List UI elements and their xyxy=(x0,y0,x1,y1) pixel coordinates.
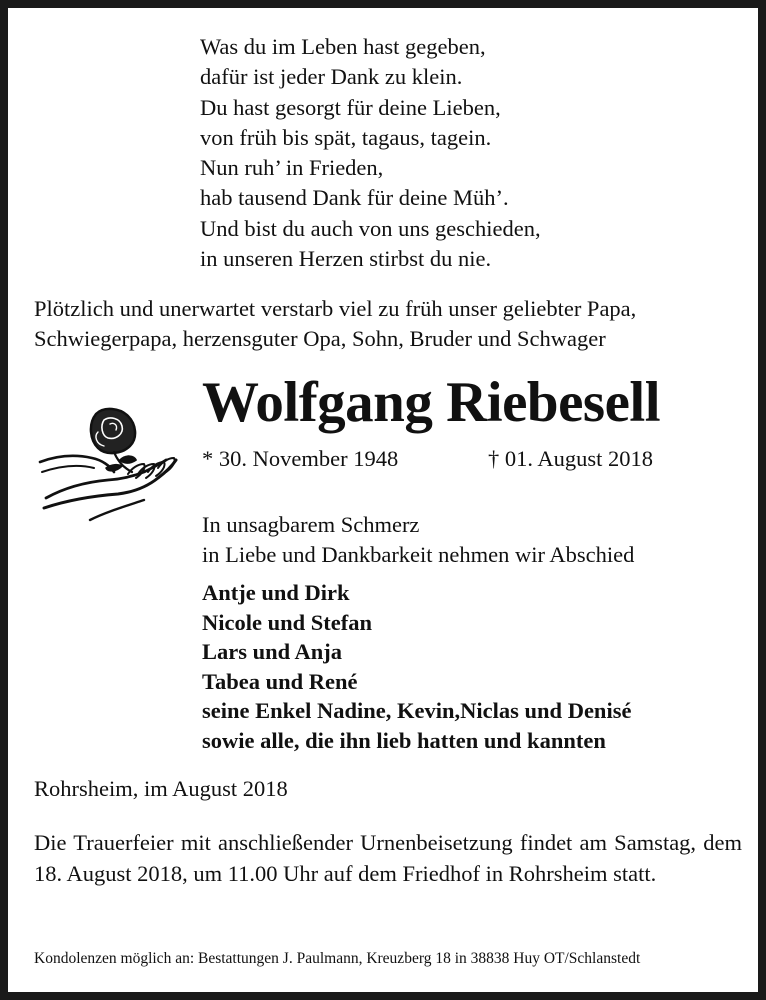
mourners-list xyxy=(202,578,631,755)
place-and-date: Rohrsheim, im August 2018 xyxy=(34,776,288,801)
mourner-entry: seine Enkel Nadine, Kevin,Niclas und Denisé xyxy=(202,698,632,723)
poem-line: Und bist du auch von uns geschieden, xyxy=(200,215,541,241)
rose-in-hands-icon xyxy=(34,402,184,526)
poem-line: in unseren Herzen stirbst du nie. xyxy=(200,246,492,272)
condolence-note: Kondolenzen möglich an: Bestattungen J. Paulmann, Kreuzberg 18 in 38838 Huy OT/Schlanstedt xyxy=(34,950,641,967)
intro-text xyxy=(34,294,636,355)
death-date: † 01. August 2018 xyxy=(488,446,654,471)
mourner-entry: Tabea und René xyxy=(202,668,358,694)
poem-line: dafür ist jeder Dank zu klein. xyxy=(200,64,463,90)
mourner-entry: Antje und Dirk xyxy=(202,580,350,605)
poem-line: hab tausend Dank für deine Müh’. xyxy=(200,185,509,211)
poem-line: Du hast gesorgt für deine Lieben, xyxy=(200,94,501,120)
intro-line: Plötzlich und unerwartet verstarb viel zu früh unser geliebter Papa, xyxy=(34,296,637,321)
memorial-poem xyxy=(200,32,541,274)
mourner-entry: sowie alle, die ihn lieb hatten und kannten xyxy=(202,727,606,753)
funeral-notice: Die Trauerfeier mit anschließender Urnenbeisetzung findet am Samstag, dem 18. August 2018, um 11.00 Uhr auf dem Friedhof in Rohrsheim statt. xyxy=(34,830,742,886)
life-dates xyxy=(202,444,654,474)
birth-date: * 30. November 1948 xyxy=(202,446,399,471)
poem-line: von früh bis spät, tagaus, tagein. xyxy=(200,124,492,150)
mourner-entry: Nicole und Stefan xyxy=(202,609,373,635)
farewell-line: in Liebe und Dankbarkeit nehmen wir Abschied xyxy=(202,542,635,568)
farewell-text xyxy=(202,510,634,571)
intro-line: Schwiegerpapa, herzensguter Opa, Sohn, Bruder und Schwager xyxy=(34,326,606,352)
poem-line: Was du im Leben hast gegeben, xyxy=(200,34,486,59)
farewell-line: In unsagbarem Schmerz xyxy=(202,512,420,537)
mourner-entry: Lars und Anja xyxy=(202,639,343,664)
deceased-name: Wolfgang Riebesell xyxy=(202,371,661,434)
poem-line: Nun ruh’ in Frieden, xyxy=(200,155,384,181)
